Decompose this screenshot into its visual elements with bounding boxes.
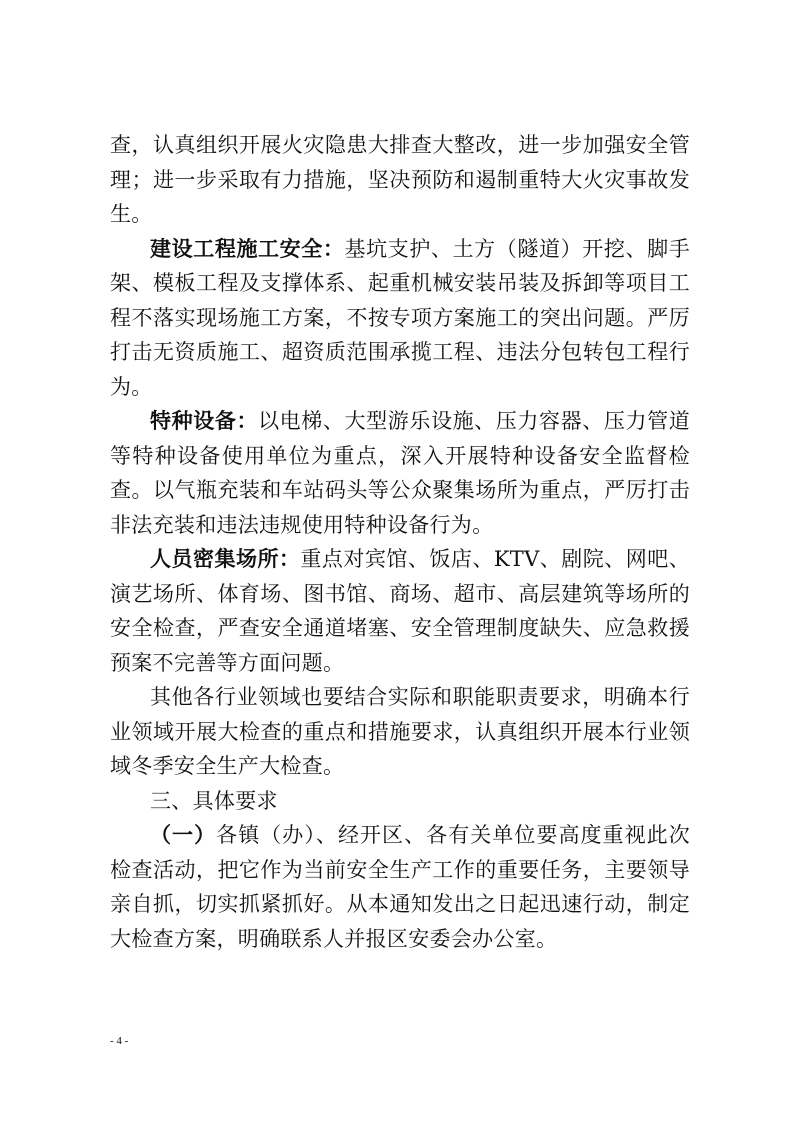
paragraph-heading: 特种设备： (150, 408, 259, 433)
paragraph-construction-safety (110, 232, 690, 405)
paragraph-heading: 建设工程施工安全： (150, 235, 345, 261)
paragraph-requirement-one (110, 818, 690, 956)
paragraph-fire-safety-continued (110, 128, 690, 232)
section-heading-text: 三、具体要求 (150, 788, 278, 813)
paragraph-text: 各镇（办）、经开区、各有关单位要高度重视此次检查活动，把它作为当前安全生产工作的重要任务，主要领导亲自抓，切实抓紧抓好。从本通知发出之日起迅速行动，制定大检查方案，明确联系人并报区安委会办公室。 (110, 823, 690, 951)
paragraph-other-sectors (110, 680, 690, 784)
paragraph-text: 基坑支护、土方（隧道）开挖、脚手架、模板工程及支撑体系、起重机械安装吊装及拆卸等项目工程不落实现场施工方案，不按专项方案施工的突出问题。严厉打击无资质施工、超资质范围承揽工程、违法分包转包工程行为。 (110, 236, 690, 399)
section-heading-specific-requirements (110, 784, 690, 819)
paragraph-heading: 人员密集场所： (150, 546, 301, 571)
paragraph-crowded-places (110, 542, 690, 680)
document-body (110, 128, 690, 956)
paragraph-text: 查，认真组织开展火灾隐患大排查大整改，进一步加强安全管理；进一步采取有力措施，坚决预防和遏制重特大火灾事故发生。 (110, 133, 690, 226)
paragraph-text: 以电梯、大型游乐设施、压力容器、压力管道等特种设备使用单位为重点，深入开展特种设备安全监督检查。以气瓶充装和车站码头等公众聚集场所为重点，严厉打击非法充装和违法违规使用特种设备行为。 (110, 409, 690, 537)
item-number: （一） (150, 822, 217, 847)
paragraph-text: 其他各行业领域也要结合实际和职能职责要求，明确本行业领域开展大检查的重点和措施要求，认真组织开展本行业领域冬季安全生产大检查。 (110, 685, 690, 778)
page-number: - 4 - (110, 1035, 129, 1047)
paragraph-text: 重点对宾馆、饭店、KTV、剧院、网吧、演艺场所、体育场、图书馆、商场、超市、高层建筑等场所的安全检查，严查安全通道堵塞、安全管理制度缺失、应急救援预案不完善等方面问题。 (110, 547, 690, 675)
paragraph-special-equipment (110, 404, 690, 542)
